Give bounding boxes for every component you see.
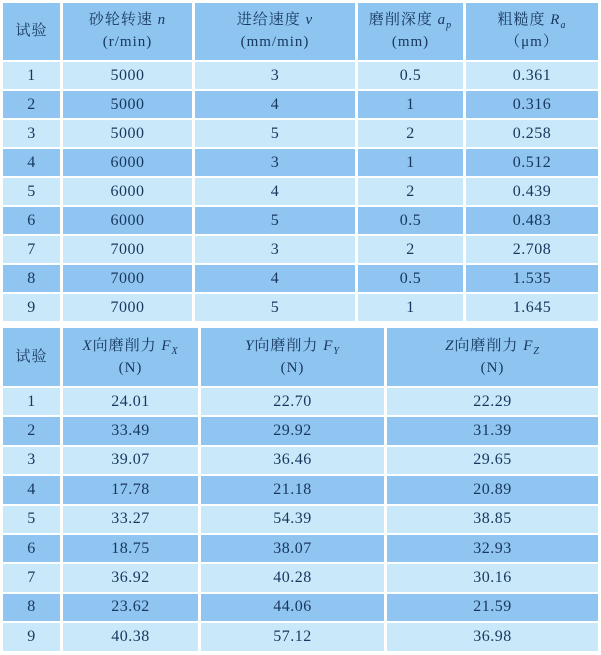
parameters-cell-row7-col2: 3: [195, 236, 355, 263]
parameters-cell-row5-col4: 0.439: [466, 178, 598, 205]
forces-cell-row6-col1: 18.75: [63, 535, 198, 562]
parameters-cell-row8-col4: 1.535: [466, 265, 598, 292]
parameters-cell-row1-col0: 1: [3, 62, 60, 89]
forces-column-header-1-unit: (N): [280, 359, 305, 376]
forces-cell-row3-col0: 3: [3, 447, 60, 474]
parameters-column-header-0-unit: (r/min): [102, 34, 153, 50]
forces-column-header-2-title: Z向磨削力 $F_Z$: [445, 337, 540, 357]
parameters-column-header-1: [195, 3, 355, 60]
forces-column-header-2-unit: (N): [480, 359, 505, 376]
forces-cell-row9-col0: 9: [3, 623, 60, 650]
forces-cell-row5-col1: 33.27: [63, 506, 198, 533]
parameters-corner-header: 试验: [3, 3, 60, 60]
parameters-cell-row4-col3: 1: [358, 149, 463, 176]
parameters-cell-row7-col4: 2.708: [466, 236, 598, 263]
parameters-cell-row6-col2: 5: [195, 207, 355, 234]
parameters-cell-row5-col0: 5: [3, 178, 60, 205]
parameters-column-header-2-title: 磨削深度 $a_p$: [368, 12, 453, 31]
parameters-cell-row9-col3: 1: [358, 294, 463, 321]
parameters-cell-row6-col3: 0.5: [358, 207, 463, 234]
forces-column-header-0-title: X向磨削力 $F_X$: [82, 337, 179, 357]
forces-cell-row9-col2: 57.12: [201, 623, 384, 650]
parameters-cell-row9-col4: 1.645: [466, 294, 598, 321]
forces-cell-row1-col3: 22.29: [387, 388, 598, 415]
forces-cell-row9-col1: 40.38: [63, 623, 198, 650]
parameters-column-header-2: [358, 3, 463, 60]
parameters-cell-row5-col3: 2: [358, 178, 463, 205]
forces-cell-row4-col2: 21.18: [201, 476, 384, 503]
parameters-cell-row5-col1: 6000: [63, 178, 192, 205]
forces-cell-row9-col3: 36.98: [387, 623, 598, 650]
parameters-column-header-3-title: 粗糙度 $R_a$: [497, 12, 567, 31]
parameters-cell-row7-col0: 7: [3, 236, 60, 263]
parameters-cell-row8-col2: 4: [195, 265, 355, 292]
parameters-column-header-1-title: 进给速度 v: [236, 12, 314, 28]
forces-cell-row1-col2: 22.70: [201, 388, 384, 415]
parameters-cell-row4-col0: 4: [3, 149, 60, 176]
parameters-cell-row8-col1: 7000: [63, 265, 192, 292]
forces-column-header-2: [387, 328, 598, 386]
parameters-cell-row3-col3: 2: [358, 120, 463, 147]
parameters-column-header-0-title: 砂轮转速 n: [88, 12, 167, 28]
parameters-cell-row7-col3: 2: [358, 236, 463, 263]
forces-corner-header: 试验: [3, 328, 60, 386]
forces-cell-row7-col2: 40.28: [201, 564, 384, 591]
parameters-cell-row2-col1: 5000: [63, 91, 192, 118]
forces-cell-row1-col0: 1: [3, 388, 60, 415]
parameters-column-header-3: [466, 3, 598, 60]
parameters-cell-row1-col2: 3: [195, 62, 355, 89]
grinding-parameters-table: [3, 3, 598, 321]
parameters-cell-row9-col0: 9: [3, 294, 60, 321]
forces-cell-row5-col0: 5: [3, 506, 60, 533]
parameters-cell-row2-col4: 0.316: [466, 91, 598, 118]
parameters-cell-row9-col1: 7000: [63, 294, 192, 321]
forces-cell-row8-col2: 44.06: [201, 594, 384, 621]
parameters-column-header-2-unit: (mm): [391, 34, 430, 50]
forces-cell-row2-col3: 31.39: [387, 417, 598, 444]
parameters-cell-row1-col3: 0.5: [358, 62, 463, 89]
grinding-forces-table: [3, 328, 598, 651]
parameters-cell-row2-col2: 4: [195, 91, 355, 118]
parameters-cell-row4-col1: 6000: [63, 149, 192, 176]
parameters-cell-row1-col1: 5000: [63, 62, 192, 89]
parameters-cell-row3-col0: 3: [3, 120, 60, 147]
forces-cell-row8-col3: 21.59: [387, 594, 598, 621]
parameters-cell-row4-col4: 0.512: [466, 149, 598, 176]
forces-cell-row6-col3: 32.93: [387, 535, 598, 562]
forces-cell-row8-col0: 8: [3, 594, 60, 621]
forces-cell-row6-col0: 6: [3, 535, 60, 562]
forces-cell-row6-col2: 38.07: [201, 535, 384, 562]
forces-cell-row7-col1: 36.92: [63, 564, 198, 591]
forces-cell-row5-col2: 54.39: [201, 506, 384, 533]
forces-column-header-0: [63, 328, 198, 386]
forces-cell-row2-col1: 33.49: [63, 417, 198, 444]
parameters-column-header-3-unit: （μm）: [505, 34, 559, 50]
forces-cell-row7-col3: 30.16: [387, 564, 598, 591]
parameters-cell-row4-col2: 3: [195, 149, 355, 176]
forces-column-header-1-title: Y向磨削力 $F_Y$: [245, 337, 340, 357]
forces-cell-row8-col1: 23.62: [63, 594, 198, 621]
forces-cell-row3-col3: 29.65: [387, 447, 598, 474]
forces-cell-row4-col1: 17.78: [63, 476, 198, 503]
forces-cell-row7-col0: 7: [3, 564, 60, 591]
parameters-cell-row2-col3: 1: [358, 91, 463, 118]
parameters-cell-row3-col4: 0.258: [466, 120, 598, 147]
parameters-cell-row8-col3: 0.5: [358, 265, 463, 292]
parameters-cell-row2-col0: 2: [3, 91, 60, 118]
forces-cell-row1-col1: 24.01: [63, 388, 198, 415]
parameters-cell-row9-col2: 5: [195, 294, 355, 321]
forces-cell-row2-col2: 29.92: [201, 417, 384, 444]
parameters-cell-row6-col1: 6000: [63, 207, 192, 234]
parameters-cell-row6-col4: 0.483: [466, 207, 598, 234]
parameters-cell-row3-col1: 5000: [63, 120, 192, 147]
parameters-cell-row6-col0: 6: [3, 207, 60, 234]
forces-cell-row5-col3: 38.85: [387, 506, 598, 533]
forces-cell-row4-col0: 4: [3, 476, 60, 503]
forces-cell-row3-col1: 39.07: [63, 447, 198, 474]
parameters-column-header-1-unit: (mm/min): [240, 34, 310, 50]
parameters-cell-row1-col4: 0.361: [466, 62, 598, 89]
parameters-cell-row7-col1: 7000: [63, 236, 192, 263]
parameters-cell-row3-col2: 5: [195, 120, 355, 147]
parameters-cell-row5-col2: 4: [195, 178, 355, 205]
forces-column-header-1: [201, 328, 384, 386]
parameters-column-header-0: [63, 3, 192, 60]
forces-column-header-0-unit: (N): [118, 359, 143, 376]
parameters-cell-row8-col0: 8: [3, 265, 60, 292]
forces-cell-row2-col0: 2: [3, 417, 60, 444]
forces-cell-row4-col3: 20.89: [387, 476, 598, 503]
forces-cell-row3-col2: 36.46: [201, 447, 384, 474]
